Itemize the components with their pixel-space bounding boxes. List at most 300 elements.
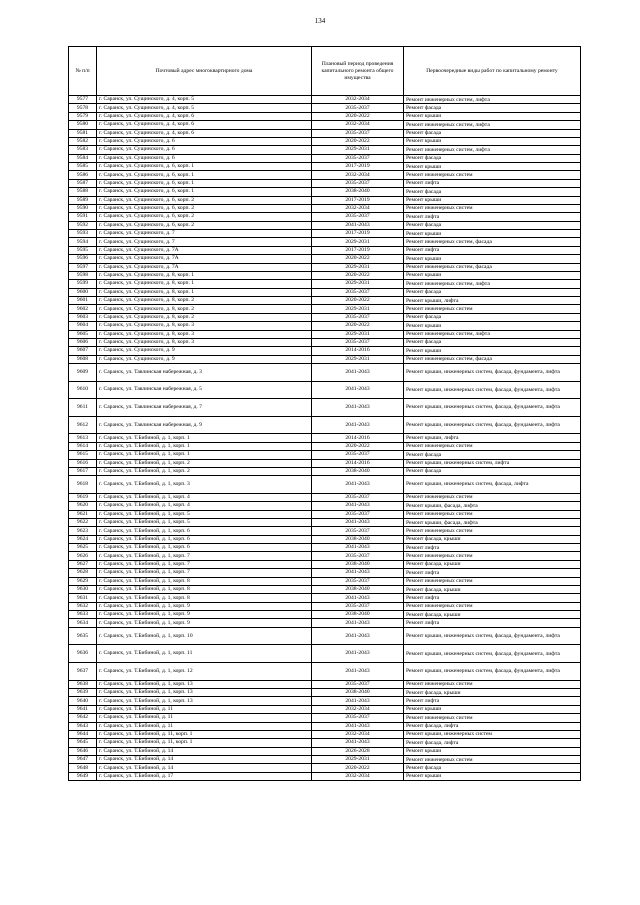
row-works: Ремонт фасада, крыши [404,585,581,593]
row-number: 9594 [69,238,97,246]
row-period: 2035-2037 [312,602,404,610]
row-number: 9629 [69,577,97,585]
row-number: 9634 [69,619,97,627]
row-works: Ремонт крыши, инженерных систем [404,730,581,738]
row-period: 2032-2034 [312,171,404,179]
row-works: Ремонт инженерных систем, лифта [404,146,581,154]
table-row [69,459,581,467]
row-address: г. Саранск, ул. Т.Бибиной, д. 1, корп. 11 [97,645,312,663]
row-address: г. Саранск, ул. Сущинского, д. 7 [97,230,312,238]
row-period: 2038-2040 [312,467,404,475]
row-number: 9584 [69,154,97,162]
row-number: 9602 [69,305,97,313]
table-row [69,347,581,355]
row-works: Ремонт лифта [404,544,581,552]
row-number: 9610 [69,381,97,399]
row-works: Ремонт инженерных систем [404,305,581,313]
table-row [69,288,581,296]
row-works: Ремонт фасада [404,451,581,459]
row-number: 9621 [69,510,97,518]
table-row [69,518,581,526]
row-period: 2041-2043 [312,594,404,602]
row-works: Ремонт лифта [404,594,581,602]
row-number: 9628 [69,569,97,577]
row-works: Ремонт крыши, лифта [404,297,581,305]
row-works: Ремонт инженерных систем [404,527,581,535]
row-works: Ремонт лифта [404,179,581,187]
table-row [69,204,581,212]
row-address: г. Саранск, ул. Сущинского, д. 9 [97,347,312,355]
row-address: г. Саранск, ул. Сущинского, д. 4, корп. 5 [97,96,312,104]
row-number: 9614 [69,442,97,450]
row-works: Ремонт инженерных систем, фасада [404,238,581,246]
row-works: Ремонт инженерных систем [404,493,581,501]
row-period: 2035-2037 [312,313,404,321]
row-works: Ремонт лифта [404,246,581,254]
row-period: 2041-2043 [312,544,404,552]
row-number: 9637 [69,663,97,681]
row-works: Ремонт фасада, крыши [404,611,581,619]
row-address: г. Саранск, ул. Тавлинская набережная, д. 3 [97,364,312,382]
row-works: Ремонт инженерных систем [404,510,581,518]
row-address: г. Саранск, ул. Т.Бибиной, д. 1, корп. 13 [97,697,312,705]
row-address: г. Саранск, ул. Сущинского, д. 6 [97,146,312,154]
row-number: 9642 [69,714,97,722]
row-address: г. Саранск, ул. Т.Бибиной, д. 11 [97,722,312,730]
row-number: 9586 [69,171,97,179]
row-number: 9648 [69,764,97,772]
row-address: г. Саранск, ул. Т.Бибиной, д. 1, корп. 7 [97,552,312,560]
row-period: 2041-2043 [312,399,404,417]
row-address: г. Саранск, ул. Т.Бибиной, д. 1, корп. 7 [97,560,312,568]
table-row [69,510,581,518]
table-row [69,96,581,104]
table-row [69,104,581,112]
row-address: г. Саранск, ул. Т.Бибиной, д. 1, корп. 4 [97,502,312,510]
row-period: 2020-2022 [312,297,404,305]
row-address: г. Саранск, ул. Сущинского, д. 4, корп. 6 [97,112,312,120]
header-num: № п/п [69,47,97,96]
row-address: г. Саранск, ул. Т.Бибиной, д. 14 [97,764,312,772]
row-works: Ремонт крыши, инженерных систем, фасада, лифта [404,476,581,494]
table-row [69,238,581,246]
row-period: 2038-2040 [312,585,404,593]
row-works: Ремонт инженерных систем [404,204,581,212]
table-row [69,129,581,137]
row-period: 2029-2031 [312,238,404,246]
row-address: г. Саранск, ул. Т.Бибиной, д. 1, корп. 6 [97,544,312,552]
row-address: г. Саранск, ул. Т.Бибиной, д. 1, корп. 13 [97,689,312,697]
row-works: Ремонт фасада [404,764,581,772]
row-period: 2020-2022 [312,137,404,145]
row-period: 2020-2022 [312,322,404,330]
row-number: 9603 [69,313,97,321]
row-works: Ремонт лифта [404,697,581,705]
row-period: 2032-2034 [312,121,404,129]
row-number: 9582 [69,137,97,145]
row-period: 2029-2031 [312,263,404,271]
table-row [69,747,581,755]
row-number: 9593 [69,230,97,238]
row-works: Ремонт крыши [404,705,581,713]
row-number: 9601 [69,297,97,305]
row-number: 9609 [69,364,97,382]
table-row [69,476,581,494]
row-number: 9585 [69,163,97,171]
table-row [69,772,581,780]
row-period: 2032-2034 [312,204,404,212]
row-number: 9606 [69,338,97,346]
header-period: Плановый период проведения капитального ремонта общего имущества [312,47,404,96]
row-works: Ремонт инженерных систем [404,577,581,585]
table-row [69,627,581,645]
row-number: 9647 [69,756,97,764]
row-works: Ремонт инженерных систем [404,552,581,560]
row-number: 9626 [69,552,97,560]
row-period: 2035-2037 [312,493,404,501]
table-row [69,552,581,560]
row-address: г. Саранск, ул. Сущинского, д. 7А [97,246,312,254]
row-works: Ремонт фасада, крыши [404,560,581,568]
row-period: 2041-2043 [312,619,404,627]
row-works: Ремонт инженерных систем [404,714,581,722]
row-number: 9595 [69,246,97,254]
table-row [69,246,581,254]
row-number: 9638 [69,680,97,688]
row-number: 9590 [69,204,97,212]
row-number: 9577 [69,96,97,104]
row-address: г. Саранск, ул. Т.Бибиной, д. 1, корп. 9 [97,619,312,627]
table-row [69,416,581,434]
row-period: 2041-2043 [312,381,404,399]
row-period: 2017-2019 [312,230,404,238]
row-number: 9644 [69,730,97,738]
row-period: 2020-2022 [312,442,404,450]
row-period: 2032-2034 [312,772,404,780]
table-row [69,280,581,288]
row-number: 9612 [69,416,97,434]
row-works: Ремонт крыши [404,271,581,279]
row-works: Ремонт фасада, лифта [404,722,581,730]
table-row [69,163,581,171]
table-row [69,619,581,627]
row-number: 9611 [69,399,97,417]
row-number: 9619 [69,493,97,501]
row-period: 2041-2043 [312,739,404,747]
row-works: Ремонт фасада, крыши [404,535,581,543]
row-address: г. Саранск, ул. Т.Бибиной, д. 1, корп. 7 [97,569,312,577]
row-address: г. Саранск, ул. Сущинского, д. 7А [97,255,312,263]
table-row [69,569,581,577]
row-works: Ремонт крыши, инженерных систем, фасада, фундамента, лифта [404,627,581,645]
row-address: г. Саранск, ул. Сущинского, д. 9 [97,355,312,363]
row-period: 2041-2043 [312,502,404,510]
row-period: 2041-2043 [312,476,404,494]
row-address: г. Саранск, ул. Т.Бибиной, д. 14 [97,747,312,755]
row-period: 2020-2022 [312,764,404,772]
row-works: Ремонт крыши, инженерных систем, фасада, фундамента, лифта [404,399,581,417]
table-row [69,146,581,154]
row-period: 2041-2043 [312,722,404,730]
table-row [69,196,581,204]
row-number: 9635 [69,627,97,645]
row-address: г. Саранск, ул. Сущинского, д. 8, корп. 2 [97,305,312,313]
page-number: 134 [314,17,326,25]
row-address: г. Саранск, ул. Сущинского, д. 8, корп. 2 [97,297,312,305]
row-period: 2020-2022 [312,271,404,279]
row-address: г. Саранск, ул. Т.Бибиной, д. 11 [97,714,312,722]
row-works: Ремонт инженерных систем, лифта [404,280,581,288]
row-works: Ремонт инженерных систем [404,756,581,764]
row-number: 9630 [69,585,97,593]
row-address: г. Саранск, ул. Сущинского, д. 8, корп. 3 [97,322,312,330]
row-period: 2035-2037 [312,527,404,535]
table-row [69,689,581,697]
header-works: Первоочередные виды работ по капитальному ремонту [404,47,581,96]
row-address: г. Саранск, ул. Т.Бибиной, д. 1, корп. 2 [97,459,312,467]
row-address: г. Саранск, ул. Т.Бибиной, д. 1, корп. 1 [97,451,312,459]
row-period: 2041-2043 [312,364,404,382]
row-period: 2035-2037 [312,213,404,221]
row-address: г. Саранск, ул. Сущинского, д. 7А [97,263,312,271]
row-works: Ремонт фасада [404,221,581,229]
row-address: г. Саранск, ул. Тавлинская набережная, д. 9 [97,416,312,434]
table-row [69,594,581,602]
table-row [69,756,581,764]
row-works: Ремонт инженерных систем [404,680,581,688]
row-address: г. Саранск, ул. Сущинского, д. 7 [97,238,312,246]
row-works: Ремонт лифта [404,619,581,627]
row-address: г. Саранск, ул. Т.Бибиной, д. 1, корп. 8 [97,594,312,602]
table-row [69,527,581,535]
row-period: 2026-2028 [312,747,404,755]
row-number: 9591 [69,213,97,221]
table-row [69,739,581,747]
row-address: г. Саранск, ул. Т.Бибиной, д. 1, корп. 1 [97,442,312,450]
table-row [69,535,581,543]
row-address: г. Саранск, ул. Т.Бибиной, д. 1, корп. 5 [97,510,312,518]
table-row [69,442,581,450]
row-address: г. Саранск, ул. Т.Бибиной, д. 1, корп. 8 [97,585,312,593]
row-number: 9613 [69,434,97,442]
row-address: г. Саранск, ул. Т.Бибиной, д. 14 [97,756,312,764]
table-header-row [69,47,581,96]
row-number: 9592 [69,221,97,229]
row-period: 2035-2037 [312,104,404,112]
row-address: г. Саранск, ул. Т.Бибиной, д. 1, корп. 2 [97,467,312,475]
row-number: 9633 [69,611,97,619]
table-row [69,154,581,162]
row-address: г. Саранск, ул. Т.Бибиной, д. 1, корп. 12 [97,663,312,681]
row-number: 9636 [69,645,97,663]
row-works: Ремонт лифта [404,213,581,221]
table-row [69,179,581,187]
row-works: Ремонт крыши [404,163,581,171]
row-period: 2041-2043 [312,518,404,526]
row-address: г. Саранск, ул. Т.Бибиной, д. 11, корп. 1 [97,730,312,738]
table-row [69,263,581,271]
row-period: 2029-2031 [312,146,404,154]
row-works: Ремонт крыши, фасада, лифта [404,518,581,526]
table-row [69,213,581,221]
row-address: г. Саранск, ул. Т.Бибиной, д. 17 [97,772,312,780]
capital-repair-table [68,46,581,781]
header-address: Почтовый адрес многоквартирного дома [97,47,312,96]
row-period: 2035-2037 [312,552,404,560]
row-address: г. Саранск, ул. Сущинского, д. 8, корп. 1 [97,271,312,279]
row-works: Ремонт фасада [404,188,581,196]
table-row [69,399,581,417]
row-address: г. Саранск, ул. Сущинского, д. 6, корп. 1 [97,188,312,196]
row-works: Ремонт крыши, фасада, лифта [404,502,581,510]
row-number: 9617 [69,467,97,475]
row-works: Ремонт инженерных систем [404,602,581,610]
table-row [69,434,581,442]
row-period: 2041-2043 [312,569,404,577]
row-period: 2029-2031 [312,330,404,338]
row-address: г. Саранск, ул. Сущинского, д. 4, корп. 6 [97,129,312,137]
row-address: г. Саранск, ул. Т.Бибиной, д. 1, корп. 9 [97,611,312,619]
row-period: 2029-2031 [312,355,404,363]
row-number: 9599 [69,280,97,288]
row-address: г. Саранск, ул. Сущинского, д. 6, корп. 2 [97,196,312,204]
row-address: г. Саранск, ул. Т.Бибиной, д. 1, корп. 5 [97,518,312,526]
row-period: 2035-2037 [312,714,404,722]
row-works: Ремонт крыши [404,347,581,355]
table-row [69,221,581,229]
row-period: 2017-2019 [312,246,404,254]
row-period: 2017-2019 [312,163,404,171]
row-works: Ремонт крыши, инженерных систем, лифта [404,459,581,467]
row-number: 9631 [69,594,97,602]
row-works: Ремонт инженерных систем [404,442,581,450]
row-number: 9620 [69,502,97,510]
table-row [69,188,581,196]
row-number: 9643 [69,722,97,730]
row-address: г. Саранск, ул. Сущинского, д. 6, корп. 1 [97,163,312,171]
table-row [69,121,581,129]
row-number: 9616 [69,459,97,467]
row-works: Ремонт крыши, инженерных систем, фасада, фундамента, лифта [404,416,581,434]
row-number: 9623 [69,527,97,535]
row-number: 9579 [69,112,97,120]
row-works: Ремонт фасада [404,104,581,112]
row-period: 2029-2031 [312,756,404,764]
row-address: г. Саранск, ул. Т.Бибиной, д. 1, корп. 6 [97,527,312,535]
table-row [69,502,581,510]
row-number: 9583 [69,146,97,154]
row-works: Ремонт фасада [404,288,581,296]
row-period: 2032-2034 [312,730,404,738]
row-works: Ремонт крыши [404,772,581,780]
row-address: г. Саранск, ул. Сущинского, д. 6, корп. 1 [97,179,312,187]
row-period: 2038-2040 [312,188,404,196]
table-row [69,313,581,321]
row-period: 2032-2034 [312,705,404,713]
row-address: г. Саранск, ул. Т.Бибиной, д. 1, корп. 9 [97,602,312,610]
row-number: 9641 [69,705,97,713]
table-row [69,451,581,459]
row-number: 9618 [69,476,97,494]
table-row [69,330,581,338]
row-works: Ремонт крыши [404,255,581,263]
row-number: 9625 [69,544,97,552]
row-address: г. Саранск, ул. Т.Бибиной, д. 1, корп. 8 [97,577,312,585]
row-works: Ремонт лифта [404,569,581,577]
row-address: г. Саранск, ул. Сущинского, д. 4, корп. 6 [97,121,312,129]
table-row [69,230,581,238]
row-period: 2017-2019 [312,196,404,204]
row-works: Ремонт инженерных систем, лифта [404,330,581,338]
row-address: г. Саранск, ул. Т.Бибиной, д. 1, корп. 13 [97,680,312,688]
row-period: 2014-2016 [312,459,404,467]
row-works: Ремонт инженерных систем, фасада [404,355,581,363]
row-address: г. Саранск, ул. Т.Бибиной, д. 1, корп. 10 [97,627,312,645]
row-period: 2035-2037 [312,179,404,187]
row-number: 9632 [69,602,97,610]
row-number: 9640 [69,697,97,705]
row-works: Ремонт крыши, инженерных систем, фасада, фундамента, лифта [404,645,581,663]
row-number: 9587 [69,179,97,187]
row-address: г. Саранск, ул. Т.Бибиной, д. 1, корп. 4 [97,493,312,501]
row-period: 2038-2040 [312,560,404,568]
row-number: 9605 [69,330,97,338]
row-period: 2035-2037 [312,288,404,296]
row-works: Ремонт крыши [404,230,581,238]
table-row [69,663,581,681]
row-period: 2035-2037 [312,129,404,137]
row-address: г. Саранск, ул. Т.Бибиной, д. 1, корп. 6 [97,535,312,543]
table-row [69,338,581,346]
row-number: 9604 [69,322,97,330]
row-works: Ремонт крыши, инженерных систем, фасада, фундамента, лифта [404,381,581,399]
row-works: Ремонт крыши [404,112,581,120]
row-works: Ремонт крыши, инженерных систем, фасада, фундамента, лифта [404,364,581,382]
table-row [69,137,581,145]
row-period: 2035-2037 [312,451,404,459]
row-works: Ремонт фасада [404,467,581,475]
table-row [69,381,581,399]
row-works: Ремонт крыши [404,322,581,330]
row-works: Ремонт фасада [404,313,581,321]
table-row [69,322,581,330]
row-number: 9615 [69,451,97,459]
row-address: г. Саранск, ул. Сущинского, д. 8, корп. 1 [97,280,312,288]
row-address: г. Саранск, ул. Тавлинская набережная, д. 7 [97,399,312,417]
row-period: 2020-2022 [312,255,404,263]
table-row [69,493,581,501]
table-row [69,271,581,279]
row-works: Ремонт фасада, крыши [404,689,581,697]
row-address: г. Саранск, ул. Т.Бибиной, д. 1, корп. 1 [97,434,312,442]
row-period: 2014-2016 [312,347,404,355]
row-period: 2038-2040 [312,611,404,619]
row-period: 2029-2031 [312,305,404,313]
row-number: 9624 [69,535,97,543]
table-row [69,171,581,179]
row-address: г. Саранск, ул. Сущинского, д. 6, корп. 2 [97,221,312,229]
row-number: 9607 [69,347,97,355]
row-address: г. Саранск, ул. Сущинского, д. 8, корп. 2 [97,313,312,321]
row-address: г. Саранск, ул. Сущинского, д. 6 [97,154,312,162]
row-works: Ремонт фасада [404,154,581,162]
table-row [69,697,581,705]
row-number: 9600 [69,288,97,296]
table-row [69,645,581,663]
row-number: 9645 [69,739,97,747]
row-period: 2029-2031 [312,280,404,288]
row-number: 9581 [69,129,97,137]
